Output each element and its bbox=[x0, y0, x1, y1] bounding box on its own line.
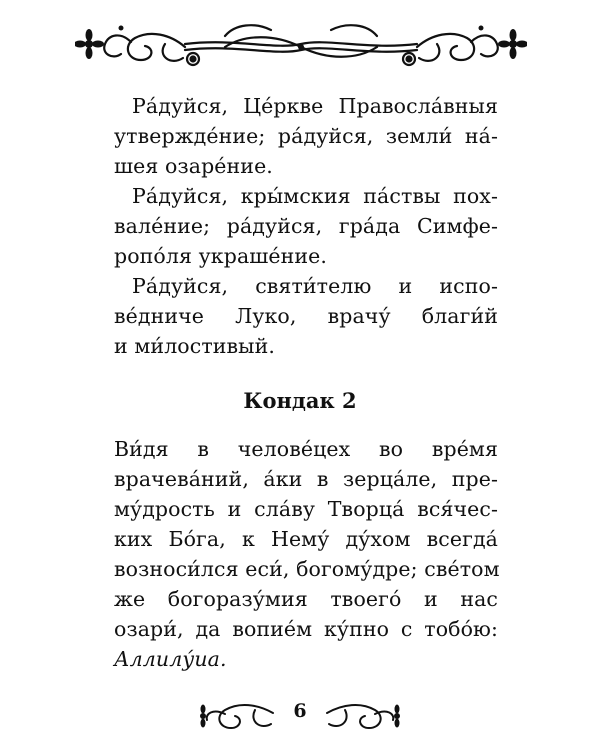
paragraph-2 bbox=[114, 181, 498, 271]
text-line: утвержде́ние; ра́дуйся, земли́ на́- bbox=[114, 124, 498, 148]
alleluia-line: Аллилу́иа. bbox=[114, 647, 227, 671]
text-line: му́дрость и сла́ву Творца́ вся́чес- bbox=[114, 497, 498, 521]
paragraph-1 bbox=[114, 91, 498, 181]
text-line: же богоразу́мия твоего́ и нас bbox=[114, 587, 498, 611]
text-line: вале́ние; ра́дуйся, гра́да Симфе- bbox=[114, 214, 498, 238]
paragraph-3 bbox=[114, 271, 498, 361]
text-line: Ви́дя в челове́цех во вре́мя bbox=[114, 437, 498, 461]
kondak-text bbox=[114, 434, 498, 674]
text-line: и ми́лостивый. bbox=[114, 334, 275, 358]
text-line: ве́дниче Лукo, врачу́ благи́й bbox=[114, 304, 498, 328]
text-line: Ра́дуйся, Це́ркве Правосла́вныя bbox=[132, 94, 498, 118]
kondak-heading: Кондак 2 bbox=[243, 388, 357, 413]
page-number: 6 bbox=[293, 700, 307, 722]
text-line: озари́, да вопие́м ку́пно с тобо́ю: bbox=[114, 617, 498, 641]
text-line: Ра́дуйся, святи́телю и испо- bbox=[132, 274, 498, 298]
top-ornament-icon bbox=[75, 14, 527, 74]
text-line: ких Бо́га, к Нему́ ду́хом всегда́ bbox=[114, 527, 498, 551]
text-line: Ра́дуйся, кры́мския па́ствы пох- bbox=[132, 184, 498, 208]
text-line: шея озаре́ние. bbox=[114, 154, 273, 178]
text-line: возноси́лся еси́, богому́дре; све́том bbox=[114, 557, 500, 581]
text-line: врачева́ний, а́ки в зерца́ле, пре- bbox=[114, 467, 498, 491]
text-line: ропо́ля украше́ние. bbox=[114, 244, 328, 268]
